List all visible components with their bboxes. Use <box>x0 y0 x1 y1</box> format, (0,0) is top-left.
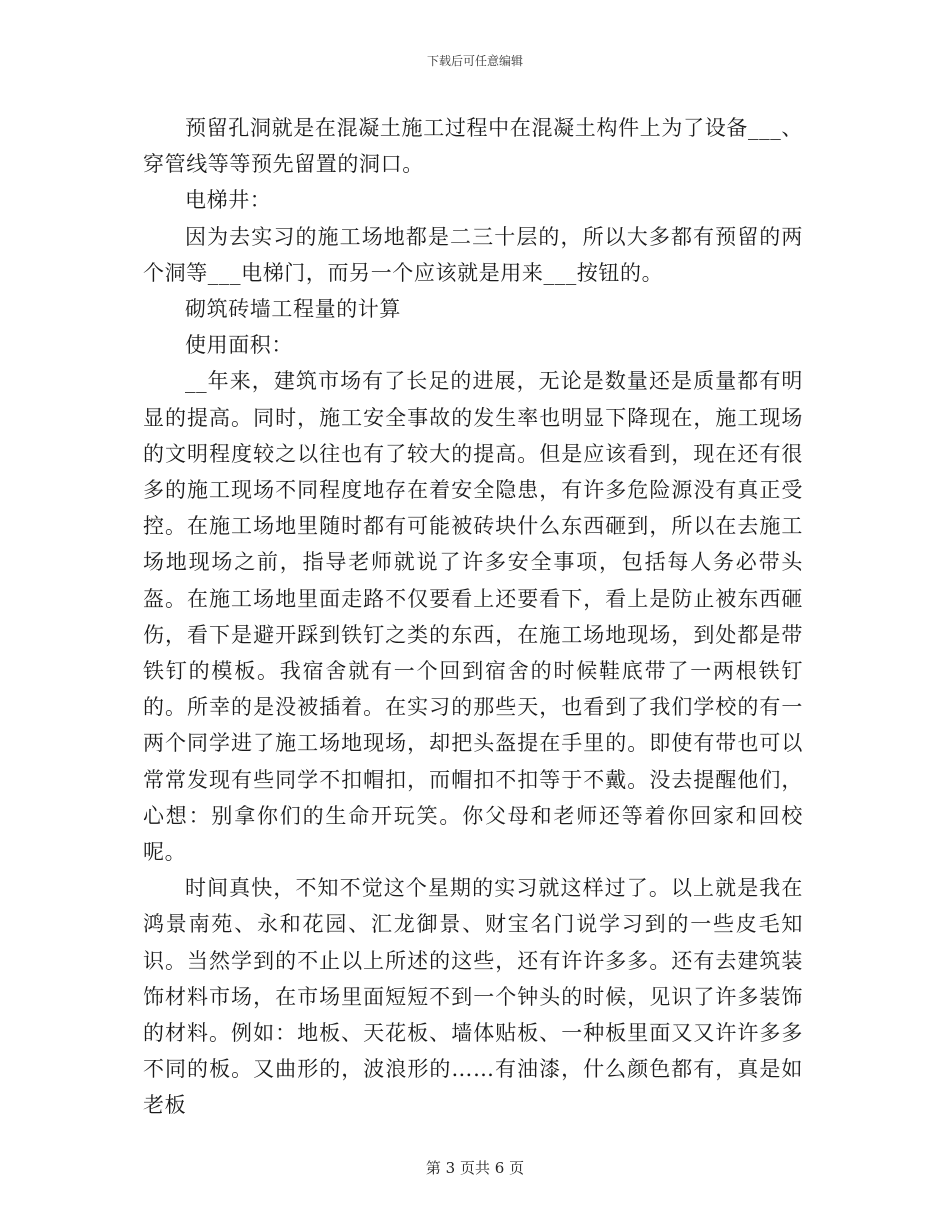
paragraph-summary: 时间真快，不知不觉这个星期的实习就这样过了。以上就是我在鸿景南苑、永和花园、汇龙御景、财宝名门说学习到的一些皮毛知识。当然学到的不止以上所述的这些，还有许许多多。还有去建筑装饰材料市场，在市场里面短短不到一个钟头的时候，见识了许多装饰的材料。例如：地板、天花板、墙体贴板、一种板里面又又许许多多不同的板。又曲形的，波浪形的……有油漆，什么颜色都有，真是如老板 <box>143 876 803 1118</box>
paragraph-elevator-shaft-heading: 电梯井： <box>185 188 272 213</box>
page-header: 下载后可任意编辑 <box>426 54 523 68</box>
paragraph-usable-area-heading: 使用面积： <box>185 333 293 358</box>
paragraph-reserved-holes: 预留孔洞就是在混凝土施工过程中在混凝土构件上为了设备___、穿管线等等预先留置的洞口。 <box>143 116 803 177</box>
paragraph-brick-wall-heading: 砌筑砖墙工程量的计算 <box>185 297 401 322</box>
paragraph-elevator-shaft: 因为去实习的施工场地都是二三十层的，所以大多都有预留的两个洞等___电梯门，而另一个应该就是用来___按钮的。 <box>143 224 803 285</box>
paragraph-site-safety: __年来，建筑市场有了长足的进展，无论是数量还是质量都有明显的提高。同时，施工安全事故的发生率也明显下降现在，施工现场的文明程度较之以往也有了较大的提高。但是应该看到，现在还有很多的施工现场不同程度地存在着安全隐患，有许多危险源没有真正受控。在施工场地里随时都有可能被砖块什么东西砸到，所以在去施工场地现场之前，指导老师就说了许多安全事项，包括每人务必带头盔。在施工场地里面走路不仅要看上还要看下，看上是防止被东西砸伤，看下是避开踩到铁钉之类的东西，在施工场地现场，到处都是带铁钉的模板。我宿舍就有一个回到宿舍的时候鞋底带了一两根铁钉的。所幸的是没被插着。在实习的那些天，也看到了我们学校的有一两个同学进了施工场地现场，却把头盔提在手里的。即使有带也可以常常发现有些同学不扣帽扣，而帽扣不扣等于不戴。没去提醒他们，心想：别拿你们的生命开玩笑。你父母和老师还等着你回家和回校呢。 <box>143 369 803 865</box>
document-body <box>143 110 803 1124</box>
page-footer: 第 3 页共 6 页 <box>425 1159 525 1177</box>
